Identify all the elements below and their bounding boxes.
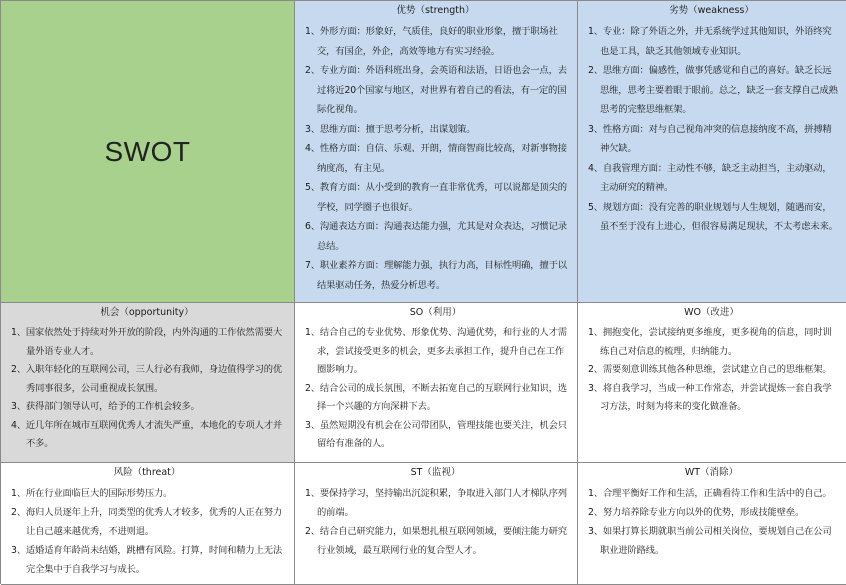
- strength-item: 5、教育方面：从小受到的教育一直非常优秀，可以说都是顶尖的学校，同学圈子也很好。: [305, 182, 567, 213]
- weakness-cell: [578, 1, 846, 303]
- st-item: 2、结合自己研究能力，如果想扎根互联网领域，要倾注能力研究行业领域，最互联网行业的复合型人才。: [305, 526, 567, 556]
- wo-item: 1、拥抱变化，尝试接纳更多维度，更多视角的信息，同时训练自己对信息的梳理，归纳能力。: [588, 327, 832, 357]
- so-item: 1、结合自己的专业优势、形象优势、沟通优势，和行业的人才需求，尝试接受更多的机会，更多去承担工作，提升自己在工作圈影响力。: [305, 327, 567, 375]
- st-heading: ST（监视）: [410, 467, 461, 478]
- wo-list: [583, 324, 840, 417]
- wo-item: 3、将自我学习，当成一种工作常态，并尝试提炼一套自我学习方法，时刻为将来的变化做准备。: [588, 382, 832, 412]
- strength-item: 6、沟通表达方面：沟通表达能力强，尤其是对众表达，习惯记录总结。: [305, 221, 567, 252]
- so-list: [300, 324, 571, 454]
- wo-heading: WO（改进）: [684, 307, 739, 318]
- st-item: 1、要保持学习，坚持输出沉淀积累，争取进入部门人才梯队序列的前端。: [305, 488, 567, 518]
- opportunity-list: [6, 324, 288, 454]
- wt-cell: [578, 463, 846, 585]
- strength-item: 4、性格方面：自信、乐观、开朗，情商智商比较高，对新事物接纳度高，有主见。: [305, 143, 567, 174]
- swot-title-cell: [1, 1, 295, 303]
- strength-heading: 优势（strength）: [396, 5, 475, 16]
- weakness-item: 4、自我管理方面：主动性不够，缺乏主动担当，主动驱动，主动研究的精神。: [588, 162, 832, 193]
- strength-item: 2、专业方面：外语科班出身，会英语和法语，日语也会一点，去过将近20个国家与地区，对世界有着自己的看法，有一定的国际化视角。: [305, 65, 567, 115]
- opportunity-cell: [1, 303, 295, 463]
- weakness-item: 3、性格方面：对与自己视角冲突的信息接纳度不高，拼搏精神欠缺。: [588, 123, 832, 154]
- wt-list: [583, 484, 840, 560]
- st-list: [300, 484, 571, 560]
- threat-item: 1、所在行业面临巨大的国际形势压力。: [11, 488, 173, 499]
- opportunity-heading: 机会（opportunity）: [100, 307, 194, 318]
- opportunity-item: 4、近几年所在城市互联网优秀人才流失严重，本地化的专项人才并不多。: [11, 419, 283, 449]
- weakness-list: [583, 22, 840, 237]
- strength-list: [300, 22, 571, 295]
- threat-item: 2、海归人员逐年上升，同类型的优秀人才较多，优秀的人正在努力让自己越来越优秀，不进则退。: [11, 507, 283, 537]
- wt-heading: WT（消除）: [684, 467, 739, 478]
- wt-item: 1、合理平衡好工作和生活，正确看待工作和生活中的自己。: [588, 488, 832, 499]
- opportunity-item: 1、国家依然处于持续对外开放的阶段，内外沟通的工作依然需要大量外语专业人才。: [11, 327, 283, 357]
- so-item: 2、结合公司的成长氛围，不断去拓宽自己的互联网行业知识，选择一个兴趣的方向深耕下去。: [305, 382, 567, 412]
- strength-item: 3、思维方面：擅于思考分析，出谋划策。: [305, 123, 476, 135]
- threat-item: 3、适婚适育年龄尚未结婚，跳槽有风险。打算，时间和精力上无法完全集中于自我学习与成长。: [11, 545, 283, 575]
- strength-item: 7、职业素养方面：理解能力强，执行力高，目标性明确，擅于以结果驱动任务，热爱分析思考。: [305, 260, 567, 291]
- wt-item: 3、如果打算长期就职当前公司相关岗位，要规划自己在公司职业进阶路线。: [588, 526, 832, 556]
- opportunity-item: 3、获得部门领导认可，给予的工作机会较多。: [11, 401, 200, 412]
- threat-heading: 风险（threat）: [113, 467, 181, 478]
- strength-cell: [295, 1, 578, 303]
- wo-cell: [578, 303, 846, 463]
- wo-item: 2、需要刻意训练其他各种思维，尝试建立自己的思维框架。: [588, 364, 832, 375]
- weakness-item: 1、专业：除了外语之外，并无系统学过其他知识，外语终究也是工具，缺乏其他领域专业知识。: [588, 26, 832, 57]
- swot-title: SWOT: [104, 135, 191, 167]
- weakness-item: 5、规划方面：没有完善的职业规划与人生规划，随遇而安，虽不至于没有上进心，但很容易满足现状，不太考虑未来。: [588, 201, 838, 232]
- opportunity-item: 2、入职年轻化的互联网公司，三人行必有我师，身边值得学习的优秀同事很多，公司重视成长氛围。: [11, 364, 283, 394]
- weakness-heading: 劣势（weakness）: [669, 5, 754, 16]
- so-cell: [295, 303, 578, 463]
- weakness-item: 2、思维方面：偏感性，做事凭感觉和自己的喜好。缺乏长远思维，思考主要着眼于眼前。总之，缺乏一套支撑自己成熟思考的完整思维框架。: [588, 65, 838, 115]
- wt-item: 2、努力培养除专业方向以外的优势，形成技能壁垒。: [588, 507, 805, 518]
- so-item: 3、虽然短期没有机会在公司带团队，管理技能也要关注，机会只留给有准备的人。: [305, 419, 567, 449]
- threat-cell: [1, 463, 295, 585]
- threat-list: [6, 484, 288, 579]
- st-cell: [295, 463, 578, 585]
- so-heading: SO（利用）: [409, 307, 462, 318]
- strength-item: 1、外形方面：形象好，气质佳，良好的职业形象，擅于职场社交，有国企，外企，高效等地方有实习经验。: [305, 26, 558, 57]
